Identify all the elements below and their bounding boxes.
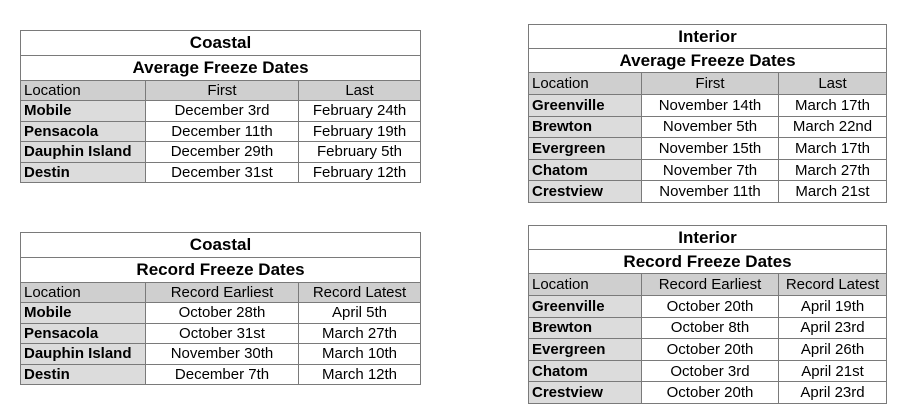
location-name: Dauphin Island xyxy=(21,344,146,365)
table-row xyxy=(529,181,887,203)
location-name: Greenville xyxy=(529,95,642,117)
table-region-title: Coastal xyxy=(21,31,421,56)
coastal-record-freeze-table xyxy=(20,232,421,385)
record-earliest-date: October 31st xyxy=(146,323,299,344)
table-row xyxy=(21,121,421,142)
first-date: November 7th xyxy=(642,159,779,181)
column-header-last: Last xyxy=(299,81,421,101)
location-name: Destin xyxy=(21,364,146,385)
record-latest-date: April 5th xyxy=(299,303,421,324)
location-name: Evergreen xyxy=(529,339,642,361)
table-kind-title: Average Freeze Dates xyxy=(529,49,887,73)
table-kind-title: Record Freeze Dates xyxy=(21,258,421,283)
record-earliest-date: October 20th xyxy=(642,382,779,404)
record-latest-date: April 26th xyxy=(779,339,887,361)
column-header-record-latest: Record Latest xyxy=(299,283,421,303)
table-region-title: Interior xyxy=(529,25,887,49)
table-row xyxy=(21,323,421,344)
table-kind-title: Average Freeze Dates xyxy=(21,56,421,81)
column-header-location: Location xyxy=(21,283,146,303)
location-name: Mobile xyxy=(21,303,146,324)
record-earliest-date: October 20th xyxy=(642,339,779,361)
table-row xyxy=(21,364,421,385)
record-latest-date: April 23rd xyxy=(779,382,887,404)
column-header-location: Location xyxy=(21,81,146,101)
coastal-average-freeze-table xyxy=(20,30,421,183)
location-name: Brewton xyxy=(529,317,642,339)
first-date: December 29th xyxy=(146,142,299,163)
location-name: Crestview xyxy=(529,181,642,203)
last-date: March 27th xyxy=(779,159,887,181)
column-header-location: Location xyxy=(529,274,642,296)
location-name: Greenville xyxy=(529,296,642,318)
table-row xyxy=(529,339,887,361)
table-row xyxy=(21,142,421,163)
column-header-record-latest: Record Latest xyxy=(779,274,887,296)
record-latest-date: April 19th xyxy=(779,296,887,318)
column-header-first: First xyxy=(146,81,299,101)
first-date: December 31st xyxy=(146,162,299,183)
interior-average-freeze-table xyxy=(528,24,887,203)
location-name: Dauphin Island xyxy=(21,142,146,163)
table-row xyxy=(529,317,887,339)
record-latest-date: March 10th xyxy=(299,344,421,365)
location-name: Crestview xyxy=(529,382,642,404)
first-date: December 11th xyxy=(146,121,299,142)
last-date: March 17th xyxy=(779,138,887,160)
table-row xyxy=(21,303,421,324)
first-date: November 15th xyxy=(642,138,779,160)
table-row xyxy=(529,159,887,181)
location-name: Mobile xyxy=(21,101,146,122)
location-name: Chatom xyxy=(529,159,642,181)
first-date: November 5th xyxy=(642,116,779,138)
location-name: Chatom xyxy=(529,360,642,382)
location-name: Pensacola xyxy=(21,323,146,344)
record-latest-date: April 21st xyxy=(779,360,887,382)
table-row xyxy=(21,162,421,183)
table-row xyxy=(529,360,887,382)
last-date: February 5th xyxy=(299,142,421,163)
table-row xyxy=(529,296,887,318)
column-header-record-earliest: Record Earliest xyxy=(642,274,779,296)
column-header-first: First xyxy=(642,73,779,95)
first-date: November 11th xyxy=(642,181,779,203)
location-name: Pensacola xyxy=(21,121,146,142)
table-row xyxy=(529,382,887,404)
record-earliest-date: October 28th xyxy=(146,303,299,324)
table-region-title: Interior xyxy=(529,226,887,250)
table-row xyxy=(529,138,887,160)
record-earliest-date: October 20th xyxy=(642,296,779,318)
last-date: February 24th xyxy=(299,101,421,122)
record-latest-date: April 23rd xyxy=(779,317,887,339)
record-earliest-date: December 7th xyxy=(146,364,299,385)
last-date: March 22nd xyxy=(779,116,887,138)
record-earliest-date: November 30th xyxy=(146,344,299,365)
column-header-record-earliest: Record Earliest xyxy=(146,283,299,303)
location-name: Brewton xyxy=(529,116,642,138)
record-earliest-date: October 3rd xyxy=(642,360,779,382)
last-date: March 21st xyxy=(779,181,887,203)
table-row xyxy=(21,344,421,365)
location-name: Evergreen xyxy=(529,138,642,160)
last-date: March 17th xyxy=(779,95,887,117)
table-row xyxy=(529,116,887,138)
first-date: December 3rd xyxy=(146,101,299,122)
first-date: November 14th xyxy=(642,95,779,117)
column-header-last: Last xyxy=(779,73,887,95)
table-row xyxy=(529,95,887,117)
record-latest-date: March 27th xyxy=(299,323,421,344)
location-name: Destin xyxy=(21,162,146,183)
last-date: February 12th xyxy=(299,162,421,183)
table-region-title: Coastal xyxy=(21,233,421,258)
column-header-location: Location xyxy=(529,73,642,95)
record-latest-date: March 12th xyxy=(299,364,421,385)
record-earliest-date: October 8th xyxy=(642,317,779,339)
interior-record-freeze-table xyxy=(528,225,887,404)
table-row xyxy=(21,101,421,122)
last-date: February 19th xyxy=(299,121,421,142)
table-kind-title: Record Freeze Dates xyxy=(529,250,887,274)
